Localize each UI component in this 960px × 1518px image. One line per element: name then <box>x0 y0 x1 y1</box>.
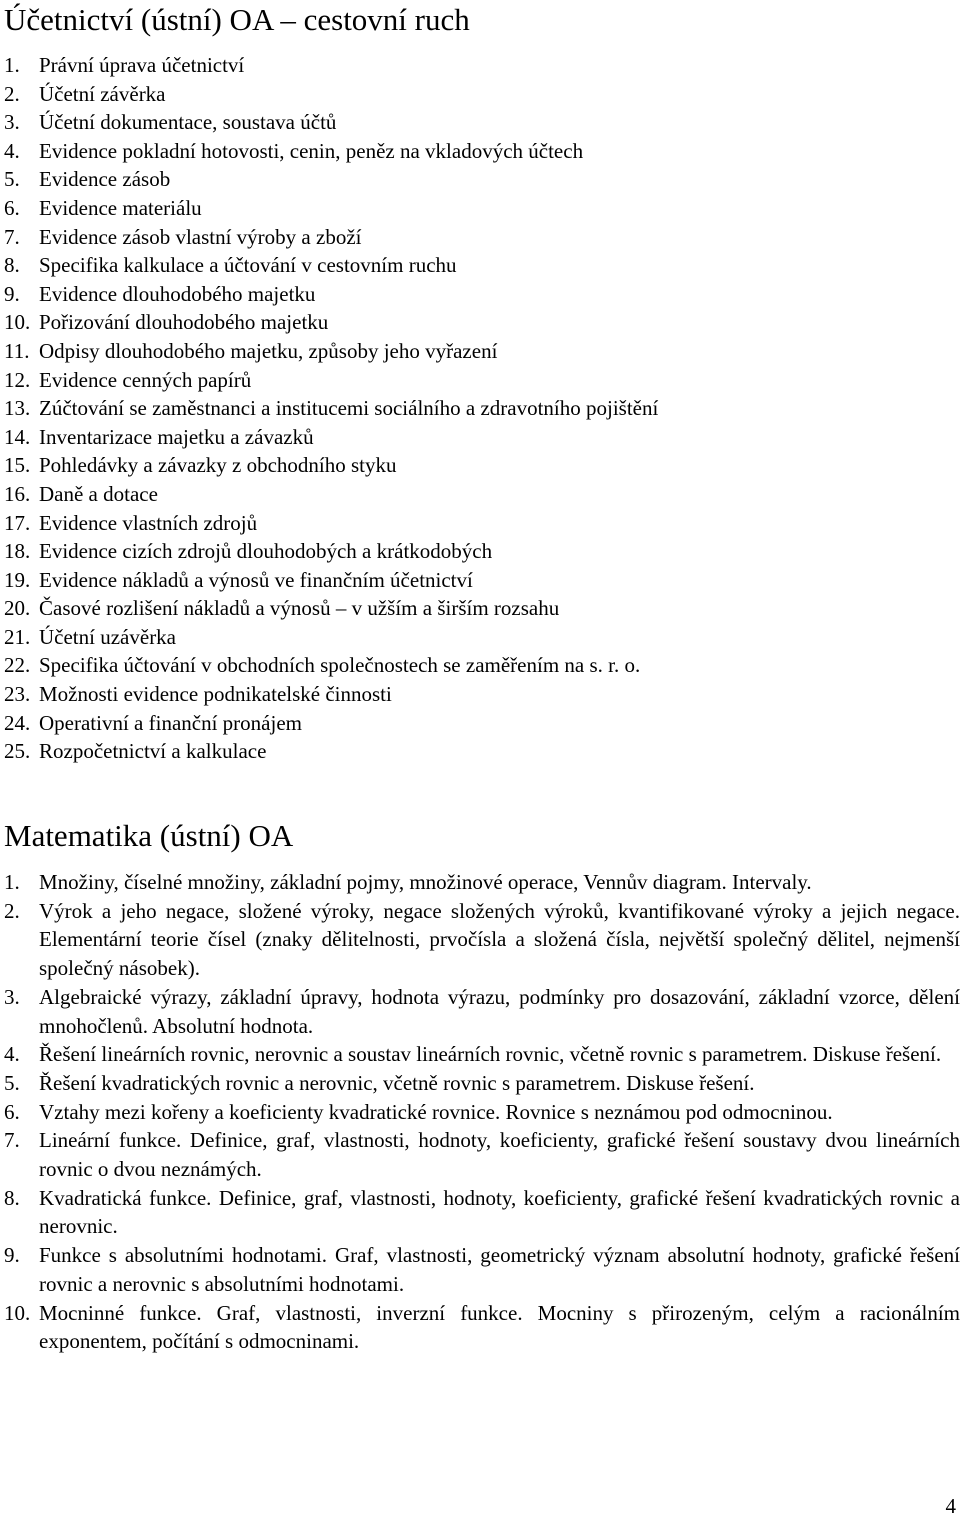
item-text: Lineární funkce. Definice, graf, vlastnosti, hodnoty, koeficienty, grafické řešení soustavy dvou lineárních rovnic o dvou neznámých. <box>39 1128 960 1182</box>
list-item <box>4 366 658 395</box>
list-item <box>4 594 658 623</box>
list-item <box>4 51 658 80</box>
item-number: 5. <box>4 167 20 192</box>
item-text: Daně a dotace <box>39 481 158 506</box>
item-text: Evidence nákladů a výnosů ve finančním účetnictví <box>39 567 473 592</box>
item-text: Evidence dlouhodobého majetku <box>39 281 316 306</box>
accounting-topics-list <box>4 51 658 766</box>
list-item <box>4 623 658 652</box>
item-number: 8. <box>4 1185 20 1210</box>
item-number: 15. <box>4 453 31 478</box>
list-item <box>4 480 658 509</box>
list-item <box>4 194 658 223</box>
section-title-accounting: Účetnictví (ústní) OA – cestovní ruch <box>4 2 470 37</box>
item-number: 23. <box>4 682 31 707</box>
item-text: Mocninné funkce. Graf, vlastnosti, inverzní funkce. Mocniny s přirozeným, celým a racionálním exponentem, počítání s odmocninami. <box>39 1300 960 1354</box>
page-number: 4 <box>945 1494 956 1518</box>
item-text: Odpisy dlouhodobého majetku, způsoby jeho vyřazení <box>39 338 498 363</box>
item-number: 3. <box>4 110 20 135</box>
item-text: Evidence pokladní hotovosti, cenin, peněz na vkladových účtech <box>39 138 584 163</box>
item-number: 2. <box>4 81 20 106</box>
list-item <box>4 1299 960 1356</box>
item-number: 25. <box>4 739 31 764</box>
list-item <box>4 108 658 137</box>
item-text: Právní úprava účetnictví <box>39 53 245 77</box>
item-number: 7. <box>4 224 20 249</box>
item-number: 5. <box>4 1070 20 1095</box>
item-number: 9. <box>4 1243 20 1268</box>
list-item <box>4 423 658 452</box>
item-text: Evidence cizích zdrojů dlouhodobých a krátkodobých <box>39 539 493 564</box>
item-text: Evidence materiálu <box>39 195 202 220</box>
item-number: 14. <box>4 424 31 449</box>
mathematics-topics-list <box>4 868 960 1356</box>
list-item <box>4 394 658 423</box>
item-number: 11. <box>4 338 30 363</box>
item-text: Výrok a jeho negace, složené výroky, negace složených výroků, kvantifikované výroky a jejich negace. Elementární teorie čísel (znaky dělitelnosti, prvočísla a složená čísla, největší společný dělitel, nejmenší společný násobek). <box>39 898 960 981</box>
list-item <box>4 651 658 680</box>
list-item <box>4 80 658 109</box>
item-text: Časové rozlišení nákladů a výnosů – v užším a širším rozsahu <box>39 596 560 621</box>
item-text: Účetní dokumentace, soustava účtů <box>39 110 337 135</box>
item-number: 9. <box>4 281 20 306</box>
item-text: Možnosti evidence podnikatelské činnosti <box>39 682 392 707</box>
item-number: 13. <box>4 396 31 421</box>
list-item <box>4 251 658 280</box>
item-text: Rozpočetnictví a kalkulace <box>39 739 267 764</box>
section-title-mathematics: Matematika (ústní) OA <box>4 818 294 853</box>
item-text: Množiny, číselné množiny, základní pojmy, množinové operace, Vennův diagram. Intervaly. <box>39 870 812 894</box>
item-text: Zúčtování se zaměstnanci a institucemi sociálního a zdravotního pojištění <box>39 396 659 421</box>
item-text: Řešení kvadratických rovnic a nerovnic, včetně rovnic s parametrem. Diskuse řešení. <box>39 1070 755 1095</box>
item-number: 16. <box>4 481 31 506</box>
list-item <box>4 1098 960 1127</box>
item-text: Evidence zásob <box>39 167 171 192</box>
list-item <box>4 1040 960 1069</box>
item-number: 7. <box>4 1128 20 1153</box>
item-number: 17. <box>4 510 31 535</box>
list-item <box>4 451 658 480</box>
item-text: Evidence zásob vlastní výroby a zboží <box>39 224 362 249</box>
item-number: 6. <box>4 1099 20 1124</box>
item-number: 10. <box>4 310 31 335</box>
item-number: 4. <box>4 138 20 163</box>
list-item <box>4 137 658 166</box>
list-item <box>4 1069 960 1098</box>
item-number: 4. <box>4 1042 20 1067</box>
item-number: 1. <box>4 53 20 77</box>
item-text: Specifika kalkulace a účtování v cestovním ruchu <box>39 253 457 278</box>
item-text: Pohledávky a závazky z obchodního styku <box>39 453 397 478</box>
item-number: 6. <box>4 195 20 220</box>
item-text: Specifika účtování v obchodních společnostech se zaměřením na s. r. o. <box>39 653 641 678</box>
item-number: 18. <box>4 539 31 564</box>
item-text: Operativní a finanční pronájem <box>39 710 302 735</box>
item-text: Vztahy mezi kořeny a koeficienty kvadratické rovnice. Rovnice s neznámou pod odmocninou. <box>39 1099 833 1124</box>
item-number: 22. <box>4 653 31 678</box>
list-item <box>4 337 658 366</box>
item-number: 10. <box>4 1300 31 1325</box>
list-item <box>4 537 658 566</box>
item-number: 1. <box>4 870 20 894</box>
item-number: 19. <box>4 567 31 592</box>
item-text: Evidence vlastních zdrojů <box>39 510 258 535</box>
list-item <box>4 897 960 983</box>
list-item <box>4 566 658 595</box>
list-item <box>4 680 658 709</box>
item-text: Evidence cenných papírů <box>39 367 252 392</box>
item-number: 24. <box>4 710 31 735</box>
list-item <box>4 165 658 194</box>
list-item <box>4 308 658 337</box>
item-number: 21. <box>4 624 31 649</box>
list-item <box>4 983 960 1040</box>
list-item <box>4 223 658 252</box>
list-item <box>4 868 960 897</box>
item-text: Funkce s absolutními hodnotami. Graf, vlastnosti, geometrický význam absolutní hodnoty, grafické řešení rovnic a nerovnic s absolutními hodnotami. <box>39 1243 960 1296</box>
list-item <box>4 737 658 766</box>
list-item <box>4 1184 960 1241</box>
list-item <box>4 709 658 738</box>
list-item <box>4 509 658 538</box>
item-text: Inventarizace majetku a závazků <box>39 424 314 449</box>
list-item <box>4 1241 960 1298</box>
item-number: 3. <box>4 984 20 1009</box>
list-item <box>4 1126 960 1183</box>
item-text: Účetní uzávěrka <box>39 624 177 649</box>
item-number: 8. <box>4 253 20 278</box>
item-text: Účetní závěrka <box>39 81 166 106</box>
item-number: 12. <box>4 367 31 392</box>
item-text: Pořizování dlouhodobého majetku <box>39 310 329 335</box>
item-number: 20. <box>4 596 31 621</box>
list-item <box>4 280 658 309</box>
item-text: Kvadratická funkce. Definice, graf, vlastnosti, hodnoty, koeficienty, grafické řešení kvadratických rovnic a nerovnic. <box>39 1185 960 1239</box>
item-text: Algebraické výrazy, základní úpravy, hodnota výrazu, podmínky pro dosazování, základní vzorce, dělení mnohočlenů. Absolutní hodnota. <box>39 984 960 1038</box>
item-number: 2. <box>4 898 20 923</box>
item-text: Řešení lineárních rovnic, nerovnic a soustav lineárních rovnic, včetně rovnic s parametrem. Diskuse řešení. <box>39 1042 942 1067</box>
